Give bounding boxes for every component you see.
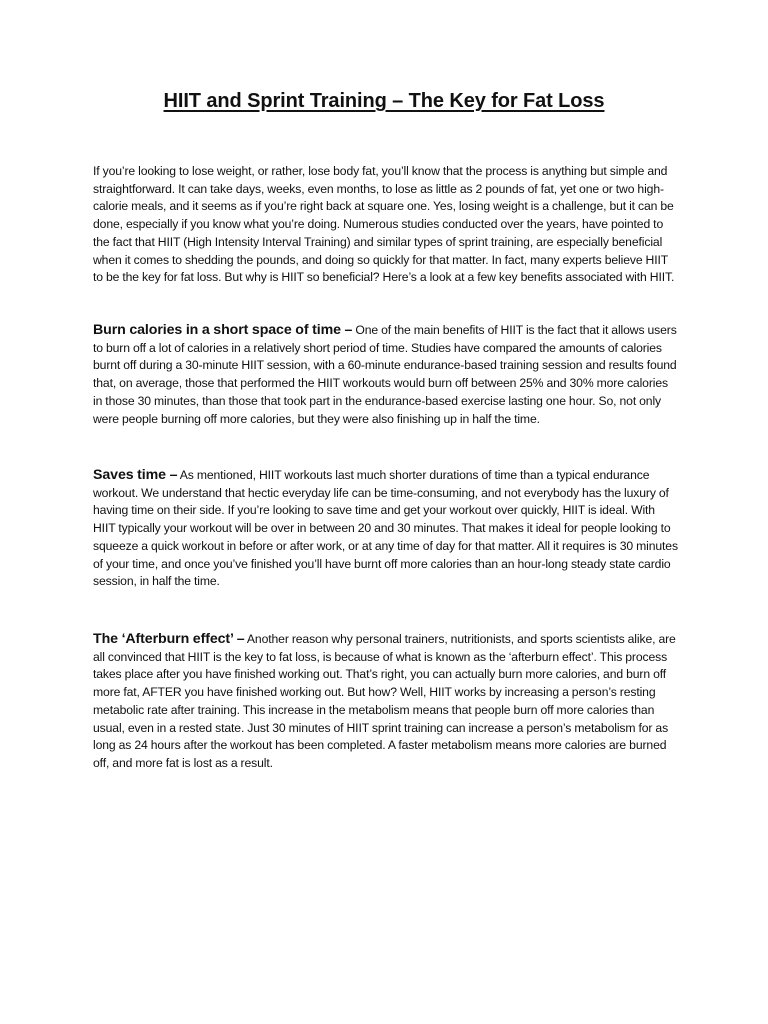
- section-text: As mentioned, HIIT workouts last much shorter durations of time than a typical endurance workout. We understand that hectic everyday life can be time-consuming, and not everybody has the luxury of having time on their side. If you’re looking to save time and get your workout over quickly, HIIT is ideal. With HIIT typically your workout will be over in between 20 and 30 minutes. That makes it ideal for people looking to squeeze a quick workout in before or after work, or at any time of day for that matter. All it requires is 30 minutes of your time, and once you’ve finished you’ll have burnt off more calories than an hour-long steady state cardio session, in half the time.: [93, 468, 678, 589]
- section-burn-calories: [93, 322, 678, 428]
- section-text: One of the main benefits of HIIT is the fact that it allows users to burn off a lot of calories in a relatively short period of time. Studies have compared the amounts of calories burnt off during a 30-minute HIIT session, with a 60-minute endurance-based training session and results found that, on average, those that performed the HIIT workouts would burn off between 25% and 30% more calories in those 30 minutes, than those that took part in the endurance-based exercise lasting one hour. So, not only were people burning off more calories, but they were also finishing up in half the time.: [93, 323, 677, 426]
- section-text: Another reason why personal trainers, nutritionists, and sports scientists alike, are all convinced that HIIT is the key to fat loss, is because of what is known as the ‘afterburn effect’. This process takes place after you have finished working out. That’s right, you can actually burn more calories, and burn off more fat, AFTER you have finished working out. But how? Well, HIIT works by increasing a person’s resting metabolic rate after training. This increase in the metabolism means that people burn off more calories than usual, even in a rested state. Just 30 minutes of HIIT sprint training can increase a person’s metabolism for as long as 24 hours after the workout has been completed. A faster metabolism means more calories are burned off, and more fat is lost as a result.: [93, 632, 676, 770]
- section-heading: The ‘Afterburn effect’ –: [93, 631, 245, 647]
- intro-text: If you’re looking to lose weight, or rather, lose body fat, you’ll know that the process is anything but simple and straightforward. It can take days, weeks, even months, to lose as little as 2 pounds of fat, yet one or two high-calorie meals, and it seems as if you’re right back at square one. Yes, losing weight is a challenge, but it can be done, especially if you know what you’re doing. Numerous studies conducted over the years, have pointed to the fact that HIIT (High Intensity Interval Training) and similar types of sprint training, are especially beneficial when it comes to shedding the pounds, and doing so quickly for that matter. In fact, many experts believe HIIT to be the key for fat loss. But why is HIIT so beneficial? Here’s a look at a few key benefits associated with HIIT.: [93, 164, 675, 285]
- section-saves-time: [93, 467, 678, 591]
- intro-paragraph: [93, 163, 678, 287]
- document-title: HIIT and Sprint Training – The Key for Fat Loss: [163, 90, 605, 112]
- section-heading: Saves time –: [93, 467, 178, 483]
- section-afterburn-effect: [93, 631, 678, 773]
- section-heading: Burn calories in a short space of time –: [93, 322, 353, 338]
